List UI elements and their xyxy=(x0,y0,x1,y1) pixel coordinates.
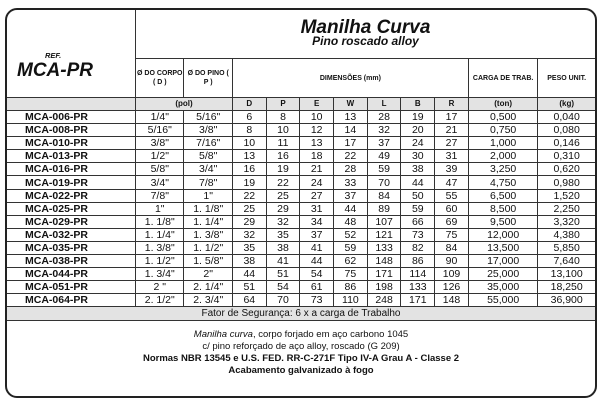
row-cell: 13 xyxy=(334,111,368,124)
row-cell: 0,146 xyxy=(538,137,595,150)
row-cell: 19 xyxy=(232,176,266,189)
row-cell: 2. 1/4" xyxy=(184,281,232,294)
row-cell: 62 xyxy=(334,255,368,268)
row-cell: 35,000 xyxy=(468,281,538,294)
row-cell: 10 xyxy=(300,111,334,124)
row-ref-code: MCA-006-PR xyxy=(7,111,136,124)
footer-desc-rest: , corpo forjado em aço carbono 1045 xyxy=(252,329,409,341)
row-ref-code: MCA-016-PR xyxy=(7,163,136,176)
ref-label: REF. xyxy=(45,51,62,60)
row-cell: 29 xyxy=(266,202,300,215)
col-dimensions: DIMENSÕES (mm) xyxy=(232,59,468,98)
footer-finish: Acabamento galvanizado à fogo xyxy=(228,365,374,377)
row-cell: 3/4" xyxy=(136,176,184,189)
row-cell: 0,310 xyxy=(538,150,595,163)
row-cell: 16 xyxy=(266,150,300,163)
row-cell: 1. 1/2" xyxy=(184,241,232,254)
row-cell: 39 xyxy=(435,163,469,176)
row-cell: 37 xyxy=(334,189,368,202)
row-cell: 0,750 xyxy=(468,124,538,137)
row-cell: 0,040 xyxy=(538,111,595,124)
row-cell: 59 xyxy=(367,163,401,176)
row-cell: 198 xyxy=(367,281,401,294)
row-cell: 133 xyxy=(367,241,401,254)
row-cell: 7/16" xyxy=(184,137,232,150)
row-cell: 35 xyxy=(266,228,300,241)
row-cell: 50 xyxy=(401,189,435,202)
row-cell: 3,250 xyxy=(468,163,538,176)
row-cell: 5,850 xyxy=(538,241,595,254)
row-ref-code: MCA-029-PR xyxy=(7,215,136,228)
row-cell: 12 xyxy=(300,124,334,137)
table-body xyxy=(7,111,595,307)
page-title: Manilha Curva xyxy=(300,16,431,38)
row-cell: 13 xyxy=(300,137,334,150)
row-ref-code: MCA-032-PR xyxy=(7,228,136,241)
row-cell: 1. 5/8" xyxy=(184,255,232,268)
row-cell: 1" xyxy=(184,189,232,202)
row-cell: 38 xyxy=(266,241,300,254)
table-row xyxy=(7,215,595,228)
units-row xyxy=(7,98,595,111)
row-cell: 148 xyxy=(367,255,401,268)
row-cell: 18,250 xyxy=(538,281,595,294)
unit-w: W xyxy=(334,98,368,111)
row-cell: 25 xyxy=(266,189,300,202)
col-pin-diam: Ø DO PINO ( P ) xyxy=(184,59,232,98)
row-cell: 2. 1/2" xyxy=(136,294,184,307)
row-cell: 1. 3/8" xyxy=(184,228,232,241)
row-cell: 1,520 xyxy=(538,189,595,202)
unit-r: R xyxy=(435,98,469,111)
row-cell: 3,320 xyxy=(538,215,595,228)
ref-cell xyxy=(7,10,136,98)
row-cell: 0,080 xyxy=(538,124,595,137)
row-cell: 28 xyxy=(334,163,368,176)
row-cell: 21 xyxy=(435,124,469,137)
row-cell: 2 " xyxy=(136,281,184,294)
row-cell: 31 xyxy=(300,202,334,215)
row-cell: 7/8" xyxy=(184,176,232,189)
row-cell: 51 xyxy=(232,281,266,294)
table-row xyxy=(7,294,595,307)
row-cell: 24 xyxy=(300,176,334,189)
row-cell: 1. 1/2" xyxy=(136,255,184,268)
unit-e: E xyxy=(300,98,334,111)
row-cell: 2,250 xyxy=(538,202,595,215)
row-cell: 18 xyxy=(300,150,334,163)
row-cell: 10 xyxy=(232,137,266,150)
row-cell: 5/16" xyxy=(184,111,232,124)
row-cell: 32 xyxy=(266,215,300,228)
row-cell: 1,000 xyxy=(468,137,538,150)
row-cell: 25,000 xyxy=(468,268,538,281)
row-cell: 1. 3/4" xyxy=(136,268,184,281)
row-cell: 44 xyxy=(334,202,368,215)
row-cell: 6 xyxy=(232,111,266,124)
row-cell: 52 xyxy=(334,228,368,241)
row-cell: 1/4" xyxy=(136,111,184,124)
row-ref-code: MCA-051-PR xyxy=(7,281,136,294)
model-code: MCA-PR xyxy=(17,60,93,81)
row-cell: 171 xyxy=(367,268,401,281)
row-cell: 8,500 xyxy=(468,202,538,215)
row-cell: 38 xyxy=(401,163,435,176)
row-cell: 1. 1/8" xyxy=(136,215,184,228)
unit-kg: (kg) xyxy=(538,98,595,111)
row-cell: 38 xyxy=(232,255,266,268)
unit-d: D xyxy=(232,98,266,111)
unit-b: B xyxy=(401,98,435,111)
table-row xyxy=(7,268,595,281)
row-cell: 31 xyxy=(435,150,469,163)
row-cell: 21 xyxy=(300,163,334,176)
row-cell: 22 xyxy=(232,189,266,202)
row-cell: 25 xyxy=(232,202,266,215)
table-row xyxy=(7,241,595,254)
table-row xyxy=(7,255,595,268)
col-load: CARGA DE TRAB. xyxy=(468,59,538,98)
row-cell: 47 xyxy=(435,176,469,189)
row-cell: 14 xyxy=(334,124,368,137)
row-cell: 44 xyxy=(401,176,435,189)
row-cell: 27 xyxy=(435,137,469,150)
table-row xyxy=(7,111,595,124)
row-cell: 114 xyxy=(401,268,435,281)
row-cell: 35 xyxy=(232,241,266,254)
row-cell: 5/16" xyxy=(136,124,184,137)
row-cell: 30 xyxy=(401,150,435,163)
row-ref-code: MCA-035-PR xyxy=(7,241,136,254)
row-cell: 1. 1/8" xyxy=(184,202,232,215)
row-cell: 3/4" xyxy=(184,163,232,176)
row-cell: 34 xyxy=(300,215,334,228)
row-cell: 48 xyxy=(334,215,368,228)
col-weight: PESO UNIT. xyxy=(538,59,595,98)
unit-p: P xyxy=(266,98,300,111)
table-row xyxy=(7,189,595,202)
row-cell: 49 xyxy=(367,150,401,163)
row-cell: 55 xyxy=(435,189,469,202)
row-cell: 13,500 xyxy=(468,241,538,254)
unit-l: L xyxy=(367,98,401,111)
row-cell: 66 xyxy=(401,215,435,228)
row-cell: 29 xyxy=(232,215,266,228)
row-cell: 9,500 xyxy=(468,215,538,228)
row-cell: 133 xyxy=(401,281,435,294)
row-cell: 19 xyxy=(401,111,435,124)
footer-line-2: c/ pino reforçado de aço alloy, roscado (G 209) xyxy=(202,341,400,353)
row-cell: 7,640 xyxy=(538,255,595,268)
row-cell: 89 xyxy=(367,202,401,215)
row-cell: 59 xyxy=(334,241,368,254)
row-cell: 32 xyxy=(232,228,266,241)
row-cell: 126 xyxy=(435,281,469,294)
spec-table xyxy=(7,10,595,321)
row-cell: 2" xyxy=(184,268,232,281)
row-cell: 73 xyxy=(300,294,334,307)
row-cell: 69 xyxy=(435,215,469,228)
row-cell: 4,750 xyxy=(468,176,538,189)
row-ref-code: MCA-013-PR xyxy=(7,150,136,163)
row-cell: 1/2" xyxy=(136,150,184,163)
row-cell: 16 xyxy=(232,163,266,176)
row-cell: 2,000 xyxy=(468,150,538,163)
row-cell: 32 xyxy=(367,124,401,137)
row-cell: 27 xyxy=(300,189,334,202)
row-cell: 70 xyxy=(367,176,401,189)
table-row xyxy=(7,163,595,176)
table-row xyxy=(7,124,595,137)
row-cell: 75 xyxy=(334,268,368,281)
row-ref-code: MCA-019-PR xyxy=(7,176,136,189)
table-row xyxy=(7,202,595,215)
row-cell: 5/8" xyxy=(136,163,184,176)
table-row xyxy=(7,150,595,163)
row-cell: 7/8" xyxy=(136,189,184,202)
row-cell: 44 xyxy=(232,268,266,281)
row-cell: 19 xyxy=(266,163,300,176)
table-row xyxy=(7,176,595,189)
row-cell: 13 xyxy=(232,150,266,163)
table-row xyxy=(7,228,595,241)
row-cell: 28 xyxy=(367,111,401,124)
row-cell: 107 xyxy=(367,215,401,228)
row-cell: 248 xyxy=(367,294,401,307)
row-cell: 10 xyxy=(266,124,300,137)
row-cell: 171 xyxy=(401,294,435,307)
row-cell: 37 xyxy=(300,228,334,241)
row-cell: 2. 3/4" xyxy=(184,294,232,307)
row-cell: 17 xyxy=(435,111,469,124)
row-cell: 41 xyxy=(266,255,300,268)
row-cell: 37 xyxy=(367,137,401,150)
row-cell: 73 xyxy=(401,228,435,241)
table-row xyxy=(7,137,595,150)
row-ref-code: MCA-025-PR xyxy=(7,202,136,215)
row-cell: 1. 1/4" xyxy=(184,215,232,228)
row-cell: 90 xyxy=(435,255,469,268)
col-body-diam: Ø DO CORPO ( D ) xyxy=(136,59,184,98)
row-cell: 1. 3/8" xyxy=(136,241,184,254)
row-cell: 121 xyxy=(367,228,401,241)
row-cell: 0,620 xyxy=(538,163,595,176)
table-row xyxy=(7,281,595,294)
row-cell: 1" xyxy=(136,202,184,215)
row-cell: 17 xyxy=(334,137,368,150)
row-cell: 41 xyxy=(300,241,334,254)
row-cell: 60 xyxy=(435,202,469,215)
row-cell: 22 xyxy=(334,150,368,163)
row-ref-code: MCA-022-PR xyxy=(7,189,136,202)
row-cell: 109 xyxy=(435,268,469,281)
row-cell: 24 xyxy=(401,137,435,150)
row-cell: 64 xyxy=(232,294,266,307)
row-cell: 86 xyxy=(401,255,435,268)
row-cell: 54 xyxy=(266,281,300,294)
row-cell: 3/8" xyxy=(136,137,184,150)
row-cell: 82 xyxy=(401,241,435,254)
row-cell: 4,380 xyxy=(538,228,595,241)
row-cell: 20 xyxy=(401,124,435,137)
row-cell: 22 xyxy=(266,176,300,189)
row-cell: 8 xyxy=(232,124,266,137)
row-cell: 148 xyxy=(435,294,469,307)
row-cell: 13,100 xyxy=(538,268,595,281)
row-cell: 8 xyxy=(266,111,300,124)
row-cell: 33 xyxy=(334,176,368,189)
row-cell: 12,000 xyxy=(468,228,538,241)
row-cell: 36,900 xyxy=(538,294,595,307)
page-subtitle: Pino roscado alloy xyxy=(312,33,419,48)
row-ref-code: MCA-044-PR xyxy=(7,268,136,281)
row-cell: 70 xyxy=(266,294,300,307)
row-cell: 11 xyxy=(266,137,300,150)
row-cell: 17,000 xyxy=(468,255,538,268)
row-cell: 61 xyxy=(300,281,334,294)
row-ref-code: MCA-038-PR xyxy=(7,255,136,268)
row-cell: 55,000 xyxy=(468,294,538,307)
row-cell: 44 xyxy=(300,255,334,268)
row-cell: 86 xyxy=(334,281,368,294)
row-cell: 3/8" xyxy=(184,124,232,137)
row-cell: 54 xyxy=(300,268,334,281)
row-cell: 75 xyxy=(435,228,469,241)
row-cell: 6,500 xyxy=(468,189,538,202)
row-cell: 0,500 xyxy=(468,111,538,124)
safety-factor: Fator de Segurança: 6 x a carga de Trabalho xyxy=(7,307,595,321)
row-cell: 1. 1/4" xyxy=(136,228,184,241)
row-ref-code: MCA-008-PR xyxy=(7,124,136,137)
row-cell: 0,980 xyxy=(538,176,595,189)
spec-sheet xyxy=(5,8,597,398)
footer xyxy=(7,321,595,377)
unit-pol: (pol) xyxy=(136,98,233,111)
unit-ton: (ton) xyxy=(468,98,538,111)
footer-standards: Normas NBR 13545 e U.S. FED. RR-C-271F Tipo IV-A Grau A - Classe 2 xyxy=(142,353,460,365)
row-ref-code: MCA-010-PR xyxy=(7,137,136,150)
row-cell: 5/8" xyxy=(184,150,232,163)
footer-desc-italic: Manilha curva xyxy=(193,329,253,341)
row-cell: 110 xyxy=(334,294,368,307)
row-ref-code: MCA-064-PR xyxy=(7,294,136,307)
row-cell: 59 xyxy=(401,202,435,215)
footer-line-1 xyxy=(7,329,595,341)
row-cell: 51 xyxy=(266,268,300,281)
row-cell: 84 xyxy=(367,189,401,202)
title-cell xyxy=(136,10,595,59)
row-cell: 84 xyxy=(435,241,469,254)
